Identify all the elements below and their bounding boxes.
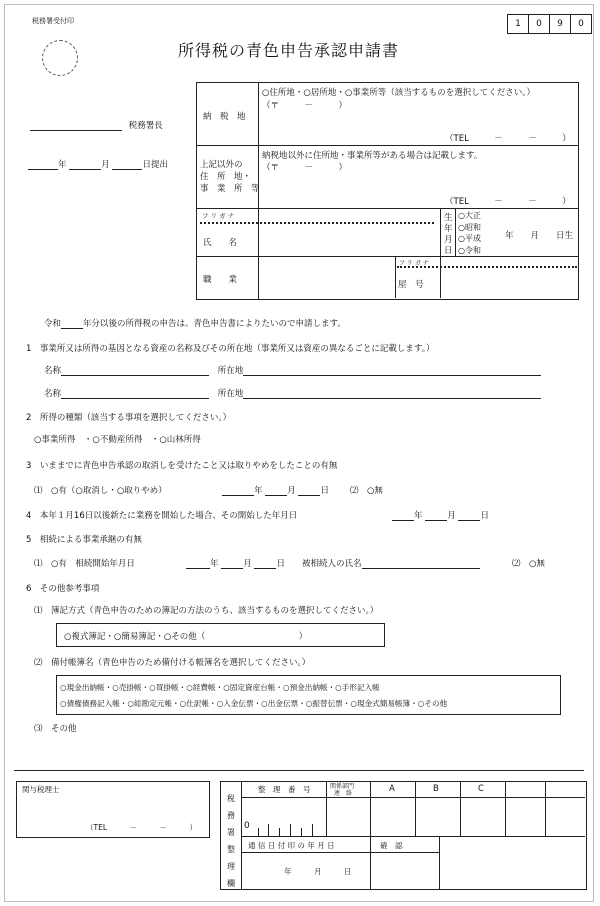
tick-mark [258, 828, 259, 836]
dob-label: 生 年 月 日 [444, 213, 453, 256]
table-divider [415, 781, 416, 837]
postal-code-field[interactable]: （〒 － ） [262, 163, 348, 173]
location-blank[interactable] [243, 365, 541, 376]
tick-mark [290, 824, 291, 836]
bookkeeping-options[interactable]: ○複式簿記・○簡易簿記・○その他（ ） [64, 632, 308, 642]
year-blank[interactable] [222, 485, 254, 496]
tax-agent-label: 関与税理士 [22, 785, 60, 794]
table-divider [455, 208, 456, 256]
nozeichi-label: 納 税 地 [203, 112, 246, 122]
other-address-label: 事 業 所 等 [200, 184, 260, 194]
year-label: 年 [210, 559, 219, 569]
other-address-label: 上記以外の [200, 160, 243, 170]
year-blank[interactable] [186, 558, 210, 569]
furigana-label: フ リ ガ ナ [202, 212, 235, 220]
year-blank[interactable] [28, 159, 58, 170]
table-divider [395, 256, 578, 257]
day-label: 日提出 [142, 160, 168, 170]
tsushin-date-label: 通 信 日 付 印 の 年 月 日 [248, 841, 335, 850]
section-3-heading: 3 いままでに青色申告承認の取消しを受けたこと又は取りやめをしたことの有無 [26, 461, 338, 471]
tick-mark [312, 824, 313, 836]
tax-agent-tel[interactable]: （TEL － － ） [86, 823, 197, 832]
day-label: 日 [480, 511, 489, 521]
table-divider [460, 781, 461, 837]
tsushin-date-values: 年 月 日 [284, 867, 352, 876]
revocation-no-option[interactable]: ⑵ ○無 [350, 486, 383, 496]
other-notes-heading: ⑶ その他 [34, 724, 77, 734]
business-location-row[interactable] [44, 387, 541, 399]
ledgers-heading: ⑵ 備付帳簿名（青色申告のため備付ける帳簿名を選択してください。） [34, 658, 311, 668]
doc-number-digit: 0 [528, 15, 549, 33]
column-b-label: B [433, 784, 439, 794]
day-blank[interactable] [254, 558, 276, 569]
year-label: 年 [414, 511, 423, 521]
year-label: 年 [58, 160, 67, 170]
nozeichi-options[interactable]: ○住所地・○居所地・○事業所等（該当するものを選択してください。） [262, 88, 536, 98]
office-use-column-label: 税 務 署 整 理 欄 [227, 794, 235, 888]
table-divider [440, 208, 441, 298]
inheritance-no-option[interactable]: ⑵ ○無 [512, 559, 545, 569]
name-blank[interactable] [61, 388, 209, 399]
era-options[interactable]: ○大正 ○昭和 ○平成 ○令和 [458, 211, 481, 255]
office-suffix: 税務署長 [128, 121, 163, 131]
table-divider [241, 836, 585, 837]
month-label: 月 [243, 559, 252, 569]
ledgers-box [56, 675, 561, 715]
name-label: 氏 名 [203, 238, 238, 248]
ledger-options-row1[interactable]: ○現金出納帳・○売掛帳・○買掛帳・○経費帳・○固定資産台帳・○預金出納帳・○手形記入帳 [60, 683, 380, 692]
table-divider [370, 836, 371, 889]
yago-furigana-label: フ リ ガ ナ [399, 260, 429, 267]
income-type-options[interactable]: ○事業所得 ・○不動産所得 ・○山林所得 [34, 435, 201, 445]
month-blank[interactable] [221, 558, 243, 569]
furigana-dotted-line [200, 222, 434, 224]
number-zero: 0 [244, 821, 250, 831]
seiri-bango-label: 整 理 番 号 [258, 785, 311, 794]
other-address-note: 納税地以外に住所地・事業所等がある場合は記載します。 [262, 151, 483, 161]
inheritance-date[interactable] [186, 557, 285, 569]
location-blank[interactable] [243, 388, 541, 399]
heir-name-blank[interactable] [362, 558, 480, 569]
day-blank[interactable] [458, 510, 480, 521]
doc-number-digit: 9 [549, 15, 570, 33]
table-divider [505, 781, 506, 837]
name-label: 名称 [44, 366, 62, 376]
intro-line[interactable] [44, 317, 346, 329]
column-a-label: A [389, 784, 395, 794]
section-4-heading: 4 本年１月16日以後新たに業務を開始した場合、その開始した年月日 [26, 511, 298, 521]
document-number-box [507, 14, 592, 34]
tel-field[interactable]: （TEL － － ） [445, 197, 571, 207]
submission-date-line[interactable] [28, 158, 168, 170]
table-divider [241, 852, 439, 853]
day-blank[interactable] [112, 159, 142, 170]
bookkeeping-heading: ⑴ 簿記方式（青色申告のための簿記の方法のうち、該当するものを選択してください。） [34, 606, 379, 616]
stamp-circle [42, 40, 78, 76]
form-title: 所得税の青色申告承認申請書 [178, 41, 400, 60]
month-blank[interactable] [69, 159, 101, 170]
year-blank[interactable] [61, 318, 83, 329]
heir-name-label: 被相続人の氏名 [302, 559, 362, 569]
kakunin-label: 確 認 [380, 841, 403, 850]
table-divider [545, 781, 546, 837]
kankei-bumon-label: 関係部門 [330, 783, 355, 790]
day-blank[interactable] [298, 485, 320, 496]
column-c-label: C [478, 784, 484, 794]
table-divider [439, 836, 440, 889]
dob-value[interactable]: 年 月 日生 [505, 231, 574, 241]
inheritance-yes-option[interactable]: ⑴ ○有 相続開始年月日 [34, 559, 135, 569]
table-divider [196, 208, 578, 209]
name-blank[interactable] [61, 365, 209, 376]
section-2-heading: 2 所得の種類（該当する事項を選択してください。） [26, 413, 232, 423]
tax-office-blank[interactable] [30, 120, 122, 131]
revocation-yes-option[interactable]: ⑴ ○有（○取消し・○取りやめ） [34, 486, 167, 496]
month-label: 月 [287, 486, 296, 496]
occupation-label: 職 業 [203, 275, 238, 285]
postal-code-field[interactable]: （〒 － ） [262, 101, 348, 111]
day-label: 日 [320, 486, 329, 496]
year-label: 年 [254, 486, 263, 496]
section-separator [14, 770, 584, 771]
section-6-heading: 6 その他参考事項 [26, 584, 100, 594]
location-label: 所在地 [217, 389, 244, 399]
table-divider [326, 781, 327, 837]
stamp-label: 税務署受付印 [32, 17, 74, 25]
ledger-options-row2[interactable]: ○債権債務記入帳・○総勘定元帳・○仕訳帳・○入金伝票・○出金伝票・○振替伝票・○現金式簡易帳簿・○その他 [60, 699, 448, 708]
start-date[interactable] [392, 509, 489, 521]
month-label: 月 [447, 511, 456, 521]
month-blank[interactable] [425, 510, 447, 521]
table-divider [370, 781, 371, 837]
section-5-heading: 5 相続による事業承継の有無 [26, 535, 142, 545]
kankei-bumon-label: 連 絡 [334, 790, 353, 797]
tick-mark [268, 824, 269, 836]
tel-field[interactable]: （TEL － － ） [445, 134, 571, 144]
tick-mark [279, 828, 280, 836]
other-address-label: 住 所 地・ [200, 172, 252, 182]
tax-office-line[interactable] [30, 119, 163, 131]
tick-mark [301, 828, 302, 836]
table-divider [196, 145, 578, 146]
heir-name-row[interactable] [302, 557, 480, 569]
table-divider [241, 797, 585, 798]
doc-number-digit: 0 [570, 15, 591, 33]
name-label: 名称 [44, 389, 62, 399]
business-location-row[interactable] [44, 364, 541, 376]
doc-number-digit: 1 [515, 19, 521, 29]
table-divider [395, 256, 396, 298]
revocation-date[interactable] [222, 484, 329, 496]
month-label: 月 [101, 160, 110, 170]
yago-label: 屋 号 [398, 280, 424, 290]
intro-suffix: 年分以後の所得税の申告は、青色申告書によりたいので申請します。 [83, 319, 346, 329]
location-label: 所在地 [217, 366, 244, 376]
year-blank[interactable] [392, 510, 414, 521]
month-blank[interactable] [265, 485, 287, 496]
intro-prefix: 令和 [44, 319, 62, 329]
day-label: 日 [276, 559, 285, 569]
section-1-heading: 1 事業所又は所得の基因となる資産の名称及びその所在地（事業所又は資産の異なるごとに記載します。） [26, 344, 435, 354]
